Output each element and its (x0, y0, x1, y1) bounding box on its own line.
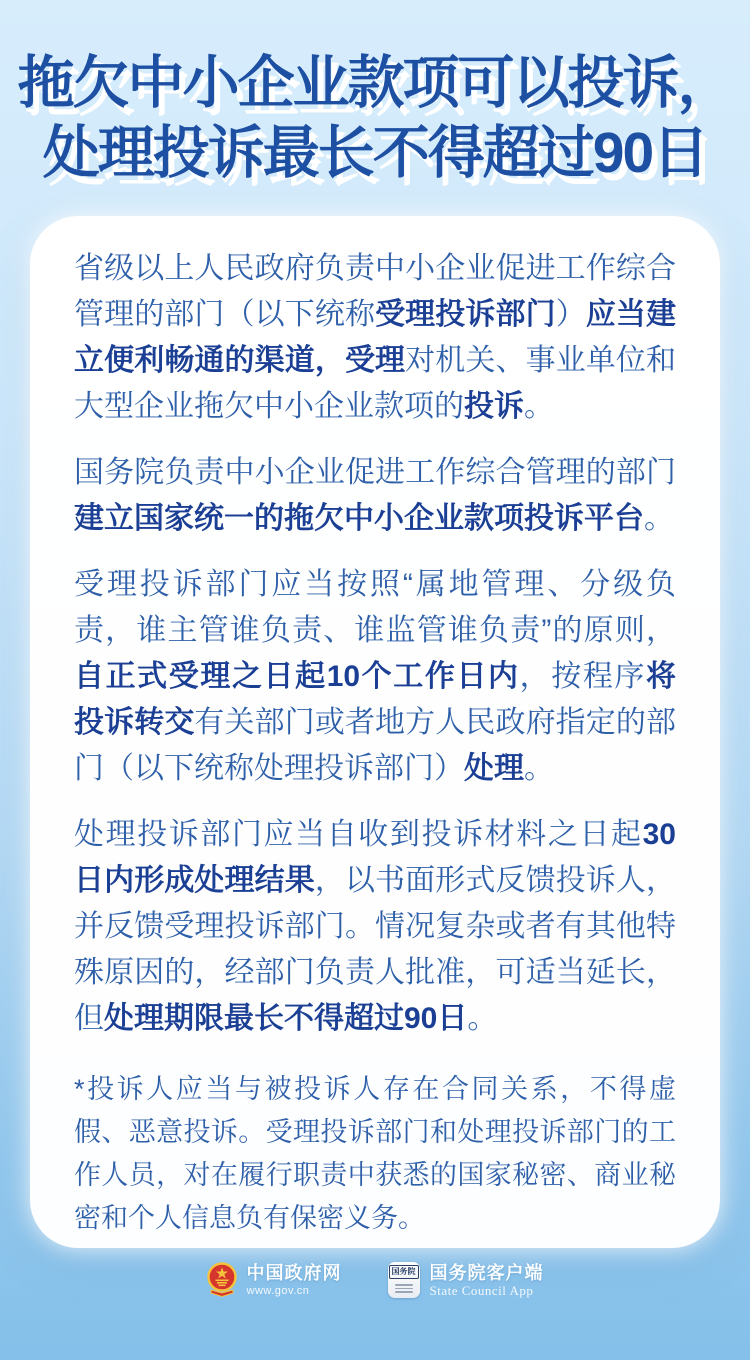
emphasized-text: 受理投诉部门 (375, 298, 556, 331)
gov-logo-url: www.gov.cn (246, 1285, 310, 1297)
poster-title (0, 48, 750, 188)
footnote-paragraph (74, 1068, 676, 1240)
body-text: ，以书面形式反馈投诉人，并反馈受理投诉部门。情况复杂或者有其他特殊原因的，经部门负责人批准，可适当延长，但 (74, 864, 677, 1035)
card-paragraph (74, 562, 676, 792)
emphasized-text: 将投诉转交 (74, 660, 677, 739)
content-card (30, 216, 720, 1248)
emphasized-text: 建立国家统一的拖欠中小企业款项投诉平台 (74, 502, 644, 535)
national-emblem-icon (207, 1262, 237, 1298)
state-council-app-icon (388, 1262, 420, 1298)
body-text: 。 (524, 752, 554, 785)
body-text: ，按程序 (519, 660, 647, 693)
poster-title-line2: 处理投诉最长不得超过90日 (42, 121, 708, 185)
card-paragraphs (74, 246, 676, 1240)
body-text: ） (555, 298, 586, 331)
emphasized-text: 投诉 (464, 390, 524, 423)
body-text: 对机关、事业单位和大型企业拖欠中小企业款项的 (74, 344, 677, 423)
body-text: 国务院负责中小企业促进工作综合管理的部门 (74, 456, 676, 489)
poster-title-line1: 拖欠中小企业款项可以投诉， (17, 51, 733, 115)
emphasized-text: 处理 (464, 752, 524, 785)
app-logo-sub: State Council App (429, 1283, 534, 1298)
gov-logo-group (207, 1262, 342, 1298)
body-text: 有关部门或者地方人民政府指定的部门（以下统称处理投诉部门） (74, 706, 677, 785)
emphasized-text: 应当建立便利畅通的渠道，受理 (74, 298, 677, 377)
emphasized-text: 30日内形成处理结果 (74, 818, 676, 897)
body-text: 。 (524, 390, 554, 423)
body-text: 。 (467, 1002, 498, 1035)
card-paragraph (74, 812, 676, 1042)
app-logo-group (388, 1262, 544, 1298)
body-text: *投诉人应当与被投诉人存在合同关系，不得虚假、恶意投诉。受理投诉部门和处理投诉部门的工作人员，对在履行职责中获悉的国家秘密、商业秘密和个人信息负有保密义务。 (74, 1074, 676, 1233)
app-icon-label: 国务院 (389, 1265, 419, 1279)
body-text: 省级以上人民政府负责中小企业促进工作综合管理的部门（以下统称 (74, 252, 676, 331)
footer (0, 1262, 750, 1298)
emphasized-text: 处理期限最长不得超过90日 (104, 1002, 468, 1035)
app-logo-text (430, 1262, 544, 1298)
body-text: 。 (644, 502, 674, 535)
gov-logo-name: 中国政府网 (246, 1263, 342, 1283)
card-paragraph (74, 450, 676, 542)
card-paragraph (74, 246, 676, 430)
body-text: 受理投诉部门应当按照“属地管理、分级负责，谁主管谁负责、谁监管谁负责”的原则， (74, 568, 676, 647)
gov-logo-text (247, 1262, 342, 1298)
emphasized-text: 自正式受理之日起10个工作日内 (74, 660, 520, 693)
app-logo-name: 国务院客户端 (429, 1263, 544, 1283)
body-text: 处理投诉部门应当自收到投诉材料之日起 (74, 818, 643, 851)
app-icon-lines (395, 1282, 413, 1295)
